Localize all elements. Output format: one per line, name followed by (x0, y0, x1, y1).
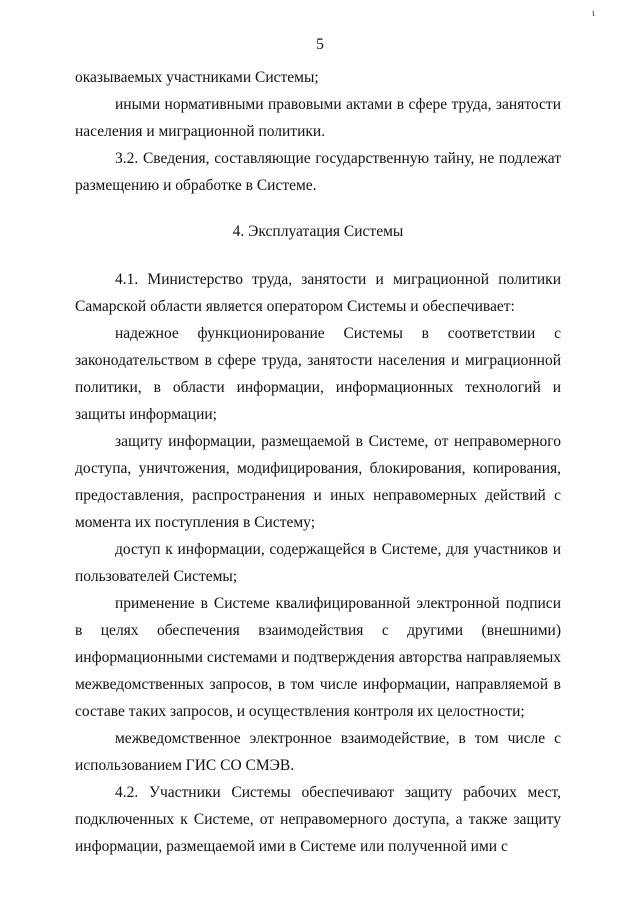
top-section (75, 64, 561, 199)
continued-line: оказываемых участниками Системы; (75, 69, 319, 86)
corner-mark: ι (592, 8, 595, 19)
section-heading: 4. Эксплуатация Системы (232, 223, 404, 240)
section-4-heading-block (75, 218, 561, 245)
paragraph-access: доступ к информации, содержащейся в Системе, для участников и пользователей Системы; (75, 541, 561, 585)
page-number: 5 (316, 36, 324, 53)
paragraph-other-acts: иными нормативными правовыми актами в сфере труда, занятости населения и миграционной политики. (75, 96, 561, 140)
paragraph-reliable-operation: надежное функционирование Системы в соответствии с законодательством в сфере труда, занятости населения и миграционной политики, в области информации, информационных технологий и защиты информации; (75, 325, 561, 423)
paragraph-4-2: 4.2. Участники Системы обеспечивают защиту рабочих мест, подключенных к Системе, от неправомерного доступа, а также защиту информации, размещаемой ими в Системе или полученной ими с (75, 784, 561, 855)
section-4-body (75, 266, 561, 860)
paragraph-3-2: 3.2. Сведения, составляющие государственную тайну, не подлежат размещению и обработке в Системе. (75, 150, 561, 194)
paragraph-information-protection: защиту информации, размещаемой в Системе, от неправомерного доступа, уничтожения, модифицирования, блокирования, копирования, предоставления, распространения и иных неправомерных действий с момента их поступления в Систему; (75, 433, 561, 531)
paragraph-interagency-interaction: межведомственное электронное взаимодействие, в том числе с использованием ГИС СО СМЭВ. (75, 730, 561, 774)
paragraph-electronic-signature: применение в Системе квалифицированной электронной подписи в целях обеспечения взаимодействия с другими (внешними) информационными системами и подтверждения авторства направляемых межведомственных запросов, в том числе информации, направляемой в составе таких запросов, и осуществления контроля их целостности; (75, 595, 561, 720)
paragraph-4-1: 4.1. Министерство труда, занятости и миграционной политики Самарской области является оператором Системы и обеспечивает: (75, 271, 561, 315)
